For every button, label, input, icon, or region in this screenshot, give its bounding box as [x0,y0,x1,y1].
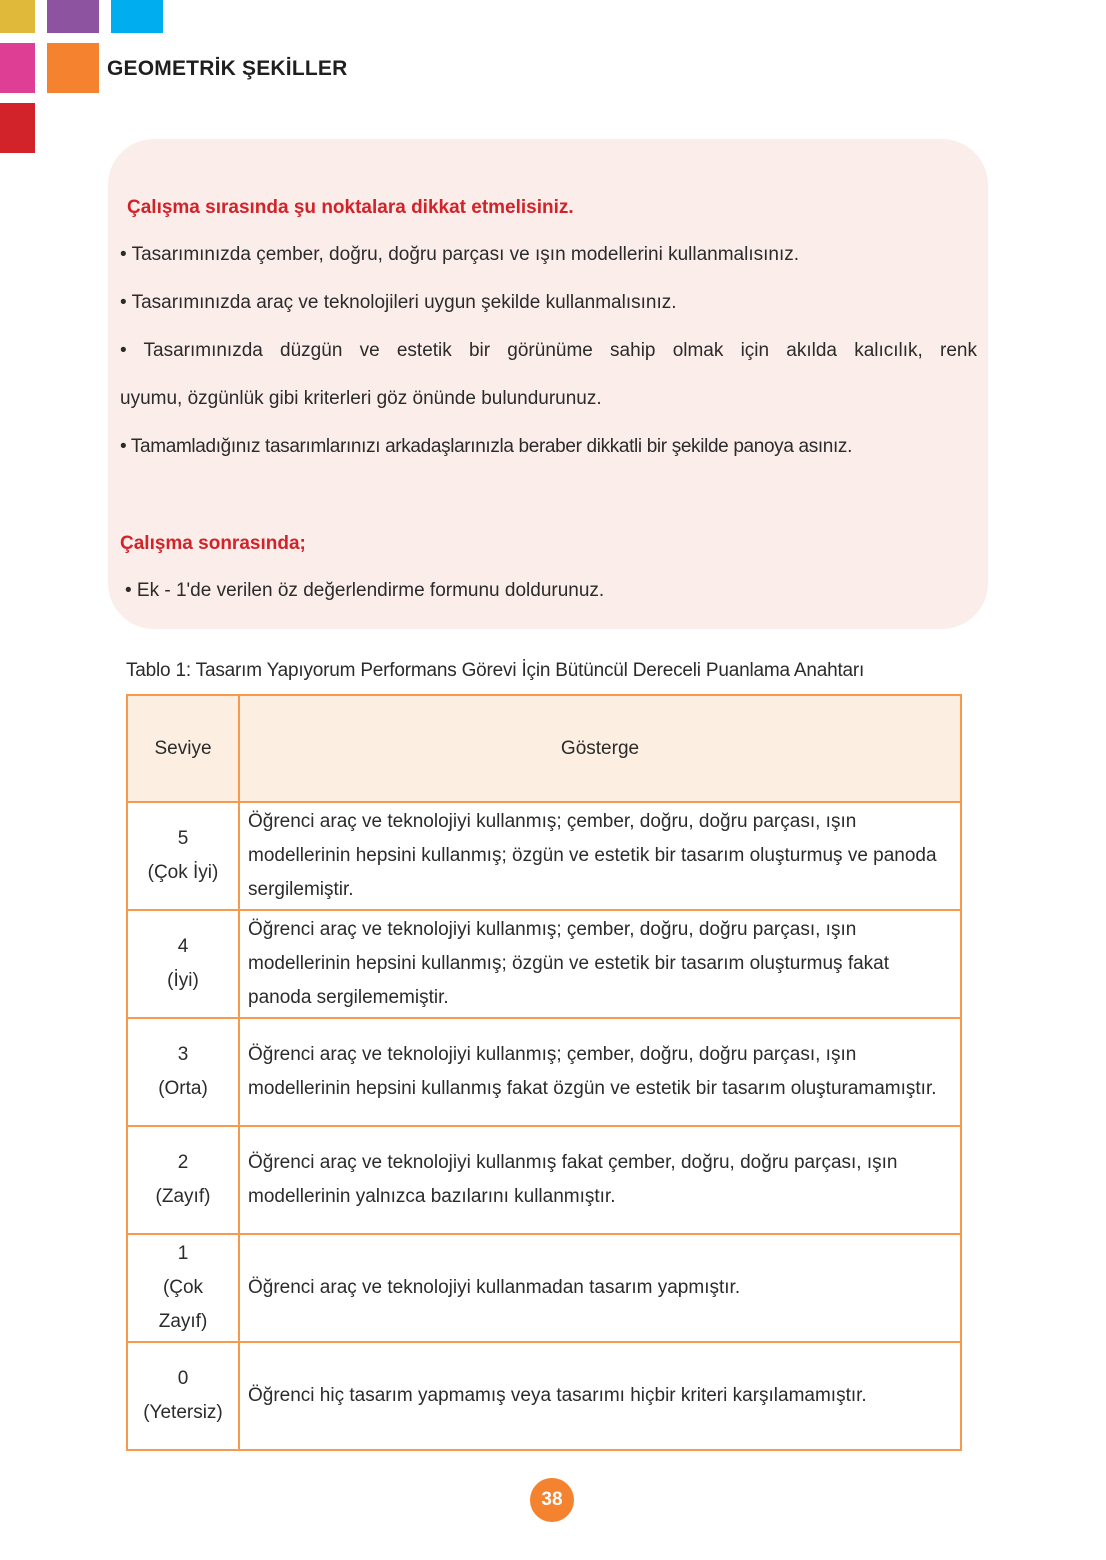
level-number: 0 [177,1368,189,1389]
level-cell [127,1342,239,1450]
description-cell: Öğrenci araç ve teknolojiyi kullanmış fakat çember, doğru, doğru parçası, ışın modellerinin yalnızca bazılarını kullanmıştır. [239,1126,961,1234]
level-cell [127,1126,239,1234]
level-number: 5 [177,828,189,849]
table-row [127,910,961,1018]
decor-square-yellow [0,0,35,33]
during-item: • Tasarımınızda düzgün ve estetik bir görünüme sahip olmak için akılda kalıcılık, renk [120,340,977,361]
table-row [127,1018,961,1126]
chapter-title: GEOMETRİK ŞEKİLLER [107,57,348,80]
level-cell [127,1234,239,1342]
level-cell [127,802,239,910]
table-row [127,1234,961,1342]
rubric-table [126,694,962,1451]
decor-square-purple [47,0,99,33]
during-item-continuation: uyumu, özgünlük gibi kriterleri göz önünde bulundurunuz. [120,388,602,409]
description-cell: Öğrenci araç ve teknolojiyi kullanmış; çember, doğru, doğru parçası, ışın modellerinin hepsini kullanmış fakat özgün ve estetik bir tasarım oluşturamamıştır. [239,1018,961,1126]
page-number-badge: 38 [530,1478,574,1522]
level-label: Zayıf) [158,1311,208,1332]
decor-square-red [0,103,35,153]
description-cell: Öğrenci araç ve teknolojiyi kullanmış; çember, doğru, doğru parçası, ışın modellerinin hepsini kullanmış; özgün ve estetik bir tasarım oluşturmuş fakat panoda sergilememiştir. [239,910,961,1018]
level-number: 1 [177,1243,189,1264]
table-row [127,1342,961,1450]
level-cell [127,910,239,1018]
level-label: (İyi) [167,970,199,991]
instructions-box [108,139,988,629]
table-row [127,1126,961,1234]
during-work-heading: Çalışma sırasında şu noktalara dikkat etmelisiniz. [127,197,574,218]
level-label: (Çok İyi) [147,862,219,883]
header-indicator: Gösterge [239,695,961,802]
decor-square-blue [111,0,163,33]
description-cell: Öğrenci araç ve teknolojiyi kullanmadan tasarım yapmıştır. [239,1234,961,1342]
level-label: (Yetersiz) [143,1402,223,1423]
during-item: • Tasarımınızda araç ve teknolojileri uygun şekilde kullanmalısınız. [120,292,677,313]
after-item: • Ek - 1'de verilen öz değerlendirme formunu doldurunuz. [125,580,605,601]
level-label: (Çok [162,1277,204,1298]
during-item: • Tasarımınızda çember, doğru, doğru parçası ve ışın modellerini kullanmalısınız. [120,244,800,265]
level-label: (Zayıf) [155,1186,211,1207]
during-item: • Tamamladığınız tasarımlarınızı arkadaşlarınızla beraber dikkatli bir şekilde panoya asınız. [120,436,852,457]
level-cell [127,1018,239,1126]
after-work-heading: Çalışma sonrasında; [120,533,306,554]
decor-square-orange [47,43,99,93]
level-number: 2 [177,1152,189,1173]
header-level: Seviye [127,695,239,802]
table-caption: Tablo 1: Tasarım Yapıyorum Performans Görevi İçin Bütüncül Dereceli Puanlama Anahtarı [126,660,865,681]
table-row [127,802,961,910]
description-cell: Öğrenci araç ve teknolojiyi kullanmış; çember, doğru, doğru parçası, ışın modellerinin hepsini kullanmış; özgün ve estetik bir tasarım oluşturmuş ve panoda sergilemiştir. [239,802,961,910]
table-header-row [127,695,961,802]
level-number: 4 [177,936,189,957]
level-number: 3 [177,1044,189,1065]
level-label: (Orta) [158,1078,208,1099]
decor-square-pink [0,43,35,93]
description-cell: Öğrenci hiç tasarım yapmamış veya tasarımı hiçbir kriteri karşılamamıştır. [239,1342,961,1450]
